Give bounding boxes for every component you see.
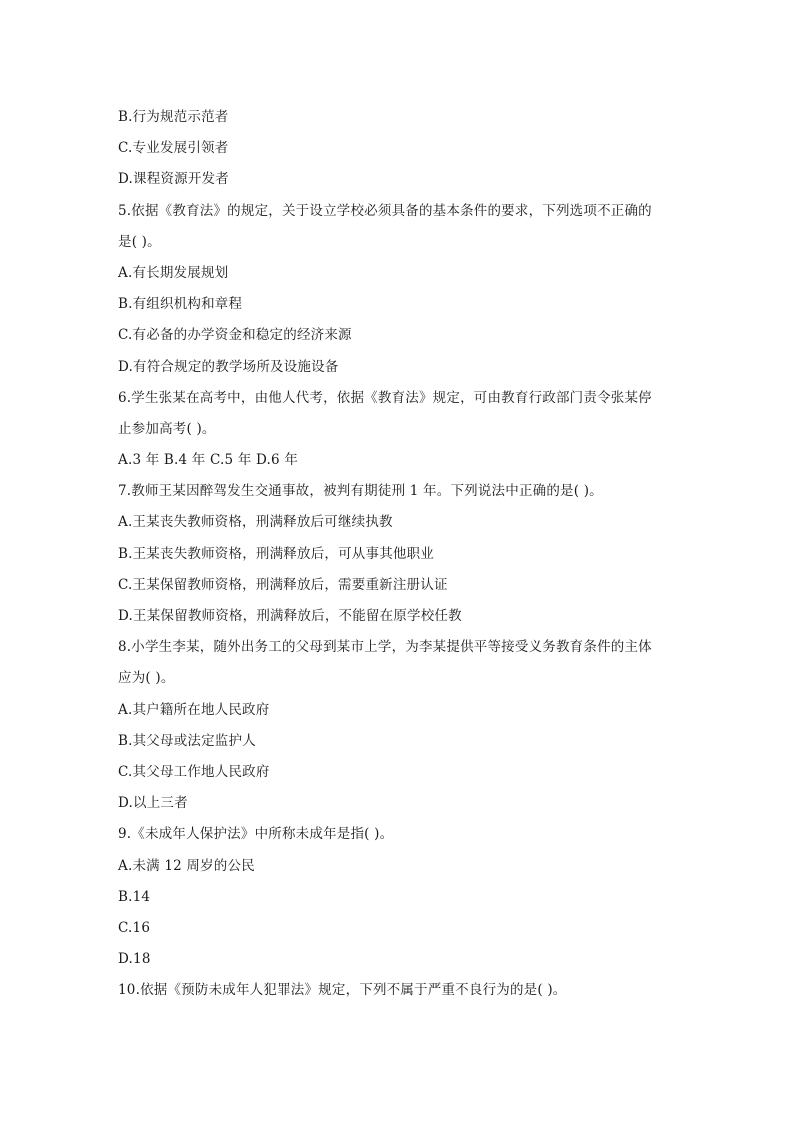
question-6-line-1: 6.学生张某在高考中，由他人代考，依据《教育法》规定，可由教育行政部门责令张某停 (118, 389, 652, 406)
question-8-line-2: 应为( )。 (118, 670, 175, 687)
option-7a: A.王某丧失教师资格，刑满释放后可继续执教 (118, 514, 393, 531)
option-8a: A.其户籍所在地人民政府 (118, 701, 270, 718)
option-5c: C.有必备的办学资金和稳定的经济来源 (118, 327, 352, 344)
option-7d: D.王某保留教师资格，刑满释放后，不能留在原学校任教 (118, 608, 462, 624)
question-8-line-1: 8.小学生李某，随外出务工的父母到某市上学，为李某提供平等接受义务教育条件的主体 (118, 639, 652, 656)
option-8d: D.以上三者 (118, 795, 188, 812)
options-6: A.3 年 B.4 年 C.5 年 D.6 年 (118, 452, 299, 469)
option-5a: A.有长期发展规划 (118, 264, 229, 281)
option-9d: D.18 (118, 951, 151, 968)
question-5-line-1: 5.依据《教育法》的规定，关于设立学校必须具备的基本条件的要求，下列选项不正确的 (118, 202, 652, 219)
question-9: 9.《未成年人保护法》中所称未成年是指( )。 (118, 826, 394, 843)
question-5-line-2: 是( )。 (118, 233, 161, 250)
option-4c: C.专业发展引领者 (118, 140, 229, 157)
option-7c: C.王某保留教师资格，刑满释放后，需要重新注册认证 (118, 576, 448, 593)
document-page (118, 102, 678, 1006)
option-4d: D.课程资源开发者 (118, 171, 229, 188)
option-8b: B.其父母或法定监护人 (118, 732, 256, 749)
option-7b: B.王某丧失教师资格，刑满释放后，可从事其他职业 (118, 545, 435, 562)
option-9b: B.14 (118, 888, 151, 905)
question-10: 10.依据《预防未成年人犯罪法》规定，下列不属于严重不良行为的是( )。 (118, 982, 567, 999)
option-5b: B.有组织机构和章程 (118, 296, 243, 313)
option-9c: C.16 (118, 919, 151, 936)
option-5d: D.有符合规定的教学场所及设施设备 (118, 358, 339, 375)
option-9a: A.未满 12 周岁的公民 (118, 857, 255, 874)
question-6-line-2: 止参加高考( )。 (118, 420, 216, 437)
question-7: 7.教师王某因醉驾发生交通事故，被判有期徒刑 1 年。下列说法中正确的是( )。 (118, 483, 603, 500)
option-4b: B.行为规范示范者 (118, 109, 229, 125)
option-8c: C.其父母工作地人民政府 (118, 763, 270, 780)
